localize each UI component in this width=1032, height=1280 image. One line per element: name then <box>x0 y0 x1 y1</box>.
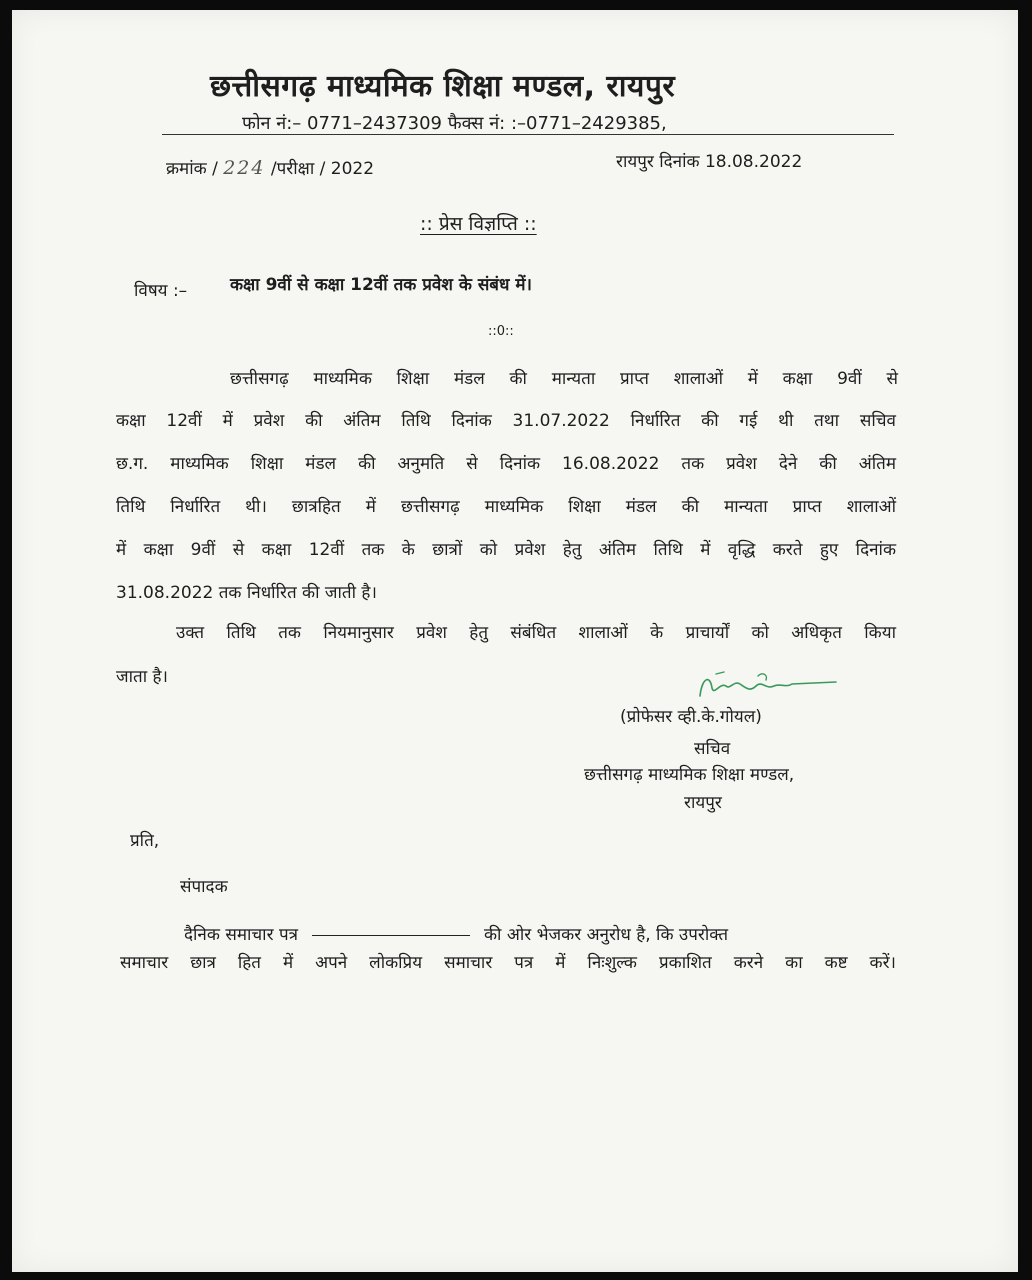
subject-text: कक्षा 9वीं से कक्षा 12वीं तक प्रवेश के संबंध में। <box>230 275 532 295</box>
body-line: तिथि निर्धारित थी। छात्रहित में छत्तीसगढ़ माध्यमिक शिक्षा मंडल की मान्यता प्राप्त शालाओं <box>116 497 896 517</box>
reference-number <box>166 156 374 179</box>
document-page <box>12 10 1018 1272</box>
reference-prefix: क्रमांक / <box>166 159 224 179</box>
letterhead-contact: फोन नं:– 0771–2437309 फैक्स नं: :–0771–2429385, <box>242 113 667 134</box>
signatory-city: रायपुर <box>684 793 722 813</box>
blank-line <box>312 935 470 936</box>
signature-icon <box>696 666 846 706</box>
request-line <box>184 922 728 945</box>
signatory-organization: छत्तीसगढ़ माध्यमिक शिक्षा मण्डल, <box>584 765 795 785</box>
body-line: छ.ग. माध्यमिक शिक्षा मंडल की अनुमति से दिनांक 16.08.2022 तक प्रवेश देने की अंतिम <box>116 454 896 474</box>
request-end: की ओर भेजकर अनुरोध है, कि उपरोक्त <box>483 925 729 945</box>
body-line: उक्त तिथि तक नियमानुसार प्रवेश हेतु संबंधित शालाओं के प्राचार्यों को अधिकृत किया <box>176 623 896 643</box>
body-line: 31.08.2022 तक निर्धारित की जाती है। <box>116 583 377 603</box>
letterhead-divider <box>162 134 894 135</box>
subject-label: विषय :– <box>134 281 188 301</box>
signatory-designation: सचिव <box>694 739 731 759</box>
body-line: कक्षा 12वीं में प्रवेश की अंतिम तिथि दिनांक 31.07.2022 निर्धारित की गई थी तथा सचिव <box>116 411 896 431</box>
reference-date: रायपुर दिनांक 18.08.2022 <box>616 152 803 172</box>
letterhead-title: छत्तीसगढ़ माध्यमिक शिक्षा मण्डल, रायपुर <box>210 69 676 104</box>
recipient-editor: संपादक <box>180 877 228 897</box>
request-start: दैनिक समाचार पत्र <box>184 925 298 945</box>
signatory-name: (प्रोफेसर व्ही.के.गोयल) <box>620 707 762 727</box>
recipient-to: प्रति, <box>130 831 160 851</box>
reference-suffix: /परीक्षा / 2022 <box>265 159 375 179</box>
reference-handwritten-number: 224 <box>223 157 266 179</box>
press-release-heading: :: प्रेस विज्ञप्ति :: <box>420 213 537 235</box>
body-line: जाता है। <box>116 667 168 687</box>
body-line: में कक्षा 9वीं से कक्षा 12वीं तक के छात्रों को प्रवेश हेतु अंतिम तिथि में वृद्धि करते हुए दिनांक <box>116 540 896 560</box>
section-separator: ::0:: <box>488 324 514 339</box>
body-line: छत्तीसगढ़ माध्यमिक शिक्षा मंडल की मान्यता प्राप्त शालाओं में कक्षा 9वीं से <box>230 369 898 389</box>
request-line-2: समाचार छात्र हित में अपने लोकप्रिय समाचार पत्र में निःशुल्क प्रकाशित करने का कष्ट करें। <box>120 953 896 973</box>
